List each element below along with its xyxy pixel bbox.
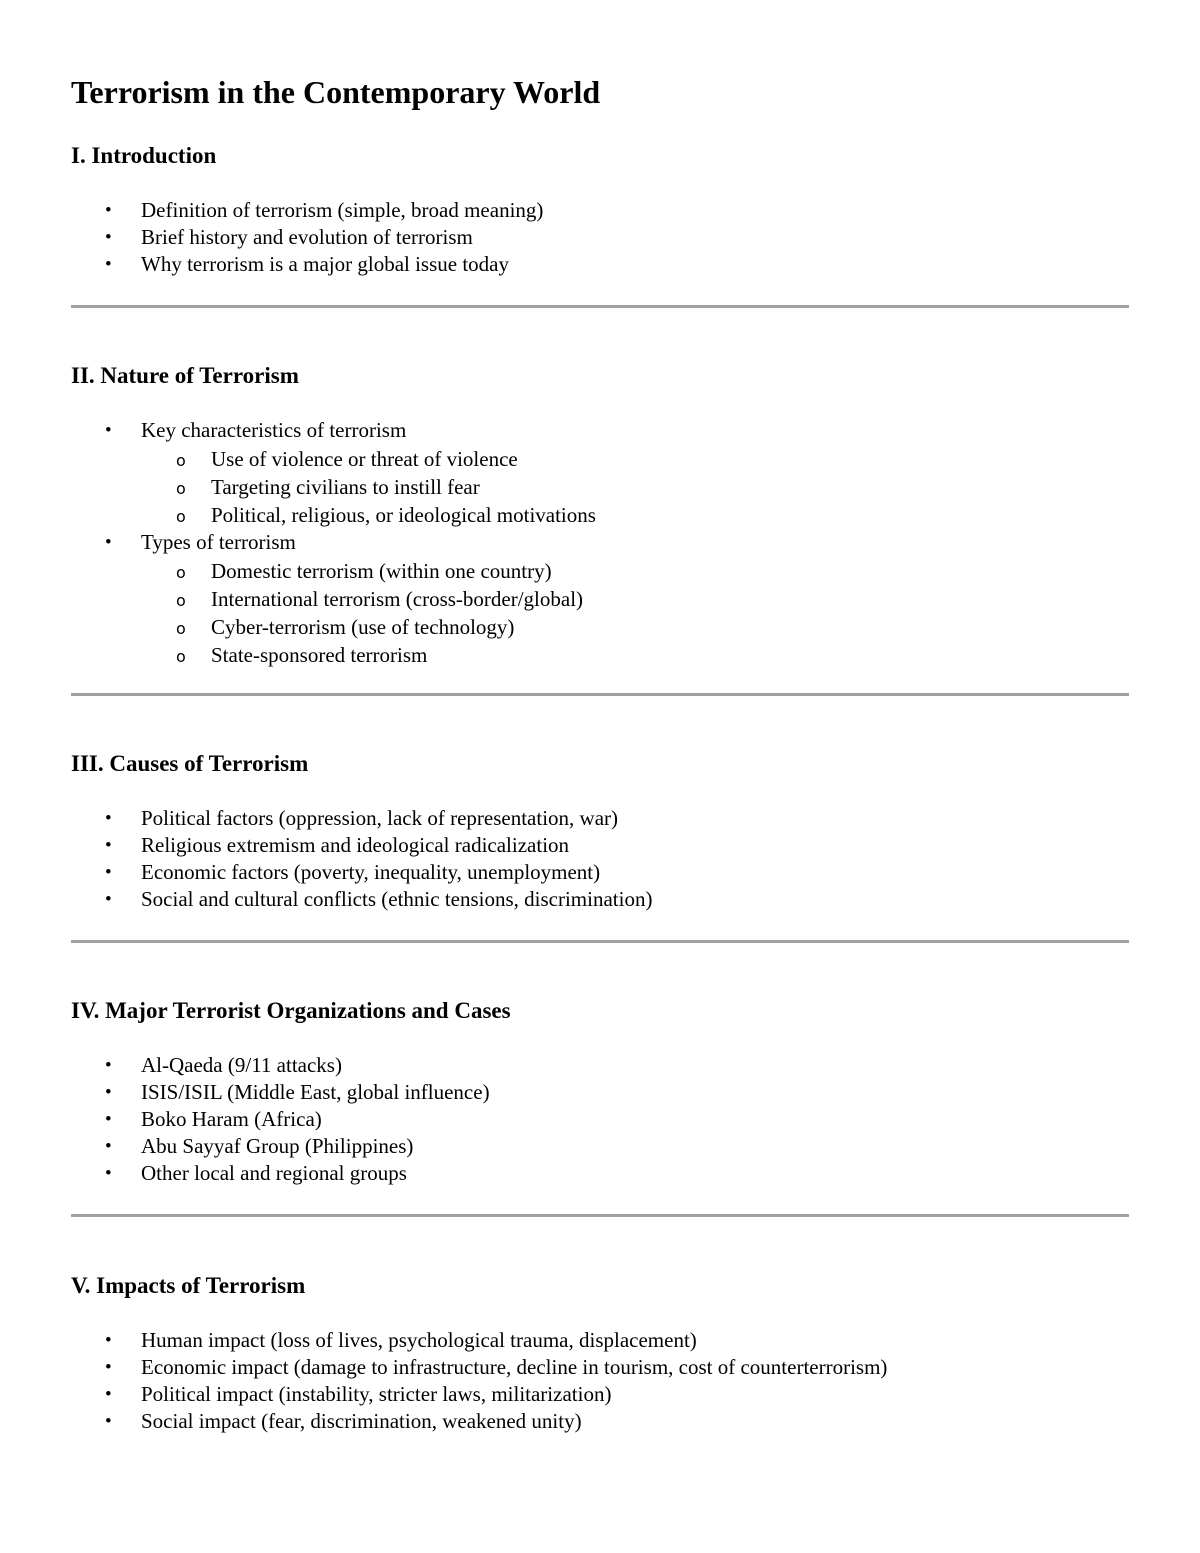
list-item	[71, 529, 1129, 669]
list-item-text: Political impact (instability, stricter laws, militarization)	[141, 1382, 612, 1406]
list-item	[71, 1354, 1129, 1381]
bullet-list	[71, 197, 1129, 278]
bullet-list	[71, 1052, 1129, 1187]
bullet-list	[71, 417, 1129, 669]
list-item	[71, 832, 1129, 859]
sub-list	[141, 445, 1129, 529]
bullet-icon: •	[105, 200, 112, 221]
bullet-icon: •	[105, 420, 112, 441]
list-item	[71, 224, 1129, 251]
section-nature	[71, 361, 1129, 669]
sub-list	[141, 557, 1129, 669]
bullet-icon: •	[105, 889, 112, 910]
list-item-text: Human impact (loss of lives, psychological trauma, displacement)	[141, 1328, 697, 1352]
sub-list-item	[141, 557, 1129, 585]
list-item	[71, 805, 1129, 832]
list-item	[71, 1381, 1129, 1408]
bullet-icon: •	[105, 532, 112, 553]
list-item-text: Social impact (fear, discrimination, weakened unity)	[141, 1409, 582, 1433]
list-item-text: Abu Sayyaf Group (Philippines)	[141, 1134, 414, 1158]
section-heading: V. Impacts of Terrorism	[71, 1273, 306, 1298]
list-item	[71, 859, 1129, 886]
sub-list-item-text: Domestic terrorism (within one country)	[211, 559, 552, 583]
sub-list-item	[141, 445, 1129, 473]
circle-bullet-icon: o	[176, 619, 186, 638]
list-item	[71, 1079, 1129, 1106]
sub-list-item	[141, 501, 1129, 529]
bullet-list	[71, 805, 1129, 913]
list-item-text: Other local and regional groups	[141, 1161, 407, 1185]
section-impacts	[71, 1271, 1129, 1435]
list-item-text: Al-Qaeda (9/11 attacks)	[141, 1053, 342, 1077]
list-item-text: Religious extremism and ideological radicalization	[141, 833, 570, 857]
bullet-icon: •	[105, 1163, 112, 1184]
list-item-text: Key characteristics of terrorism	[141, 418, 407, 442]
bullet-icon: •	[105, 254, 112, 275]
sub-list-item	[141, 585, 1129, 613]
list-item-text: Definition of terrorism (simple, broad meaning)	[141, 198, 544, 222]
section-heading: IV. Major Terrorist Organizations and Cases	[71, 998, 511, 1023]
sub-list-item-text: International terrorism (cross-border/global)	[211, 587, 584, 611]
circle-bullet-icon: o	[176, 451, 186, 470]
list-item	[71, 417, 1129, 529]
section-heading: III. Causes of Terrorism	[71, 751, 309, 776]
bullet-icon: •	[105, 1109, 112, 1130]
list-item	[71, 1160, 1129, 1187]
section-organizations	[71, 996, 1129, 1187]
section-divider	[71, 940, 1129, 943]
section-introduction	[71, 141, 1129, 278]
list-item-text: Economic factors (poverty, inequality, unemployment)	[141, 860, 601, 884]
sub-list-item-text: Cyber-terrorism (use of technology)	[211, 615, 515, 639]
bullet-icon: •	[105, 1384, 112, 1405]
list-item	[71, 1133, 1129, 1160]
bullet-icon: •	[105, 862, 112, 883]
list-item-text: ISIS/ISIL (Middle East, global influence)	[141, 1080, 490, 1104]
list-item-text: Why terrorism is a major global issue today	[141, 252, 510, 276]
list-item	[71, 1052, 1129, 1079]
sub-list-item-text: State-sponsored terrorism	[211, 643, 428, 667]
bullet-icon: •	[105, 227, 112, 248]
sub-list-item-text: Targeting civilians to instill fear	[211, 475, 480, 499]
sub-list-item-text: Use of violence or threat of violence	[211, 447, 518, 471]
bullet-icon: •	[105, 1055, 112, 1076]
sub-list-item	[141, 641, 1129, 669]
sub-list-item-text: Political, religious, or ideological motivations	[211, 503, 596, 527]
list-item-text: Boko Haram (Africa)	[141, 1107, 322, 1131]
section-heading: II. Nature of Terrorism	[71, 363, 299, 388]
circle-bullet-icon: o	[176, 479, 186, 498]
sub-list-item	[141, 613, 1129, 641]
list-item-text: Social and cultural conflicts (ethnic tensions, discrimination)	[141, 887, 653, 911]
circle-bullet-icon: o	[176, 507, 186, 526]
bullet-list	[71, 1327, 1129, 1435]
document-title: Terrorism in the Contemporary World	[71, 74, 601, 110]
circle-bullet-icon: o	[176, 647, 186, 666]
list-item	[71, 197, 1129, 224]
sub-list-item	[141, 473, 1129, 501]
list-item	[71, 1106, 1129, 1133]
section-causes	[71, 749, 1129, 913]
list-item	[71, 251, 1129, 278]
bullet-icon: •	[105, 835, 112, 856]
section-divider	[71, 693, 1129, 696]
bullet-icon: •	[105, 1411, 112, 1432]
section-divider	[71, 1214, 1129, 1217]
bullet-icon: •	[105, 1136, 112, 1157]
list-item-text: Types of terrorism	[141, 530, 296, 554]
circle-bullet-icon: o	[176, 563, 186, 582]
list-item-text: Economic impact (damage to infrastructure, decline in tourism, cost of counterterrorism)	[141, 1355, 888, 1379]
circle-bullet-icon: o	[176, 591, 186, 610]
bullet-icon: •	[105, 1330, 112, 1351]
list-item	[71, 1327, 1129, 1354]
section-heading: I. Introduction	[71, 143, 217, 168]
list-item-text: Brief history and evolution of terrorism	[141, 225, 473, 249]
bullet-icon: •	[105, 808, 112, 829]
section-divider	[71, 305, 1129, 308]
bullet-icon: •	[105, 1082, 112, 1103]
list-item-text: Political factors (oppression, lack of representation, war)	[141, 806, 619, 830]
list-item	[71, 1408, 1129, 1435]
list-item	[71, 886, 1129, 913]
bullet-icon: •	[105, 1357, 112, 1378]
